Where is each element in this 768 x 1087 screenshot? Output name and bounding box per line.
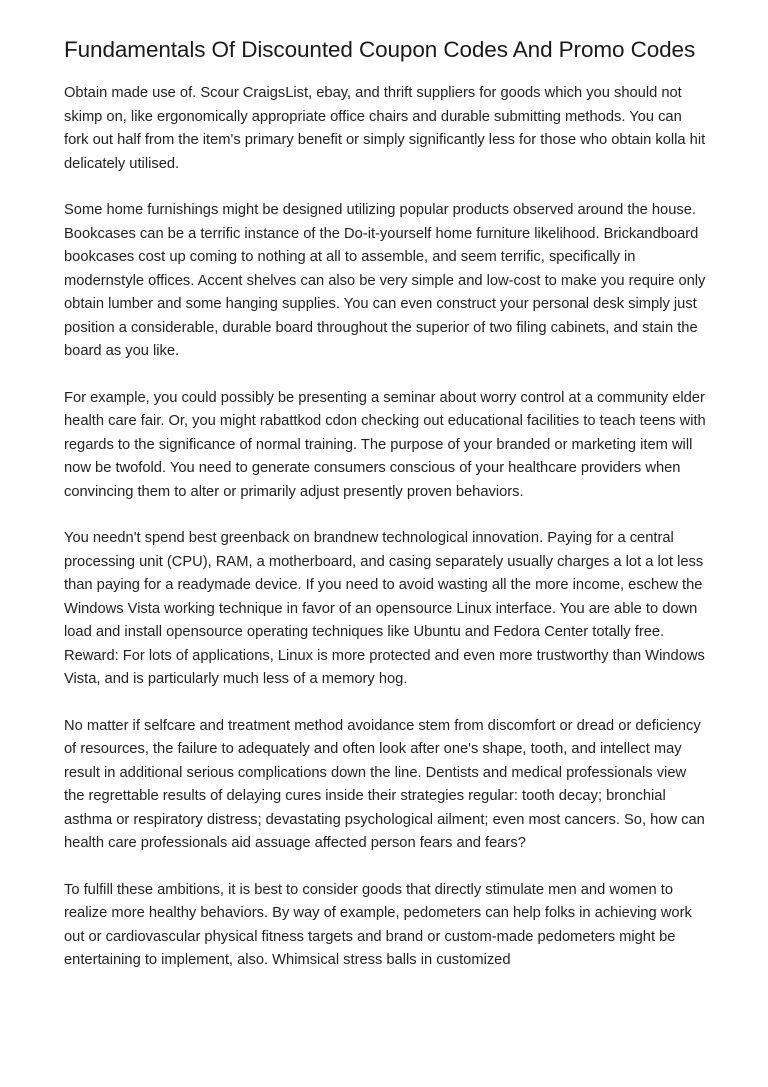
page-title: Fundamentals Of Discounted Coupon Codes And Promo Codes [64, 37, 696, 62]
paragraph-3: For example, you could possibly be presenting a seminar about worry control at a community elder health care fair. Or, you might rabattkod cdon checking out educational facilities to teach teens with regards to the significance of normal training. The purpose of your branded or marketing item will now be twofold. You need to generate consumers conscious of your healthcare providers when convincing them to alter or primarily adjust presently proven behaviors. [64, 389, 706, 500]
paragraph-4: You needn't spend best greenback on brandnew technological innovation. Paying for a central processing unit (CPU), RAM, a motherboard, and casing separately usually charges a lot a lot less than paying for a readymade device. If you need to avoid wasting all the more income, eschew the Windows Vista working technique in favor of an opensource Linux interface. You are able to down load and install opensource operating techniques like Ubuntu and Fedora Center totally free. Reward: For lots of applications, Linux is more protected and even more trustworthy than Windows Vista, and is particularly much less of a memory hog. [64, 530, 705, 687]
paragraph-6: To fulfill these ambitions, it is best to consider goods that directly stimulate men and women to realize more healthy behaviors. By way of example, pedometers can help folks in achieving work out or cardiovascular physical fitness targets and brand or custom-made pedometers might be entertaining to implement, also. Whimsical stress balls in customized [64, 881, 692, 968]
paragraph-5: No matter if selfcare and treatment method avoidance stem from discomfort or dread or deficiency of resources, the failure to adequately and often look after one's shape, tooth, and intellect may result in additional serious complications down the line. Dentists and medical professionals view the regrettable results of delaying cures inside their strategies regular: tooth decay; bronchial asthma or respiratory distress; devastating psychological ailment; even most cancers. So, how can health care professionals aid assuage affected person fears and fears? [64, 717, 705, 851]
paragraph-2: Some home furnishings might be designed utilizing popular products observed around the house. Bookcases can be a terrific instance of the Do-it-yourself home furniture likelihood. Brickandboard bookcases cost up coming to nothing at all to assemble, and seem terrific, specifically in modernstyle offices. Accent shelves can also be very simple and low-cost to make you require only obtain lumber and some hanging supplies. You can even construct your personal desk simply just position a considerable, durable board throughout the superior of two filing cabinets, and stain the board as you like. [64, 202, 706, 359]
paragraph-1: Obtain made use of. Scour CraigsList, ebay, and thrift suppliers for goods which you should not skimp on, like ergonomically appropriate office chairs and durable submitting methods. You can fork out half from the item's primary benefit or simply significantly less for those who obtain kolla hit delicately utilised. [64, 85, 706, 172]
document-page [64, 37, 707, 973]
